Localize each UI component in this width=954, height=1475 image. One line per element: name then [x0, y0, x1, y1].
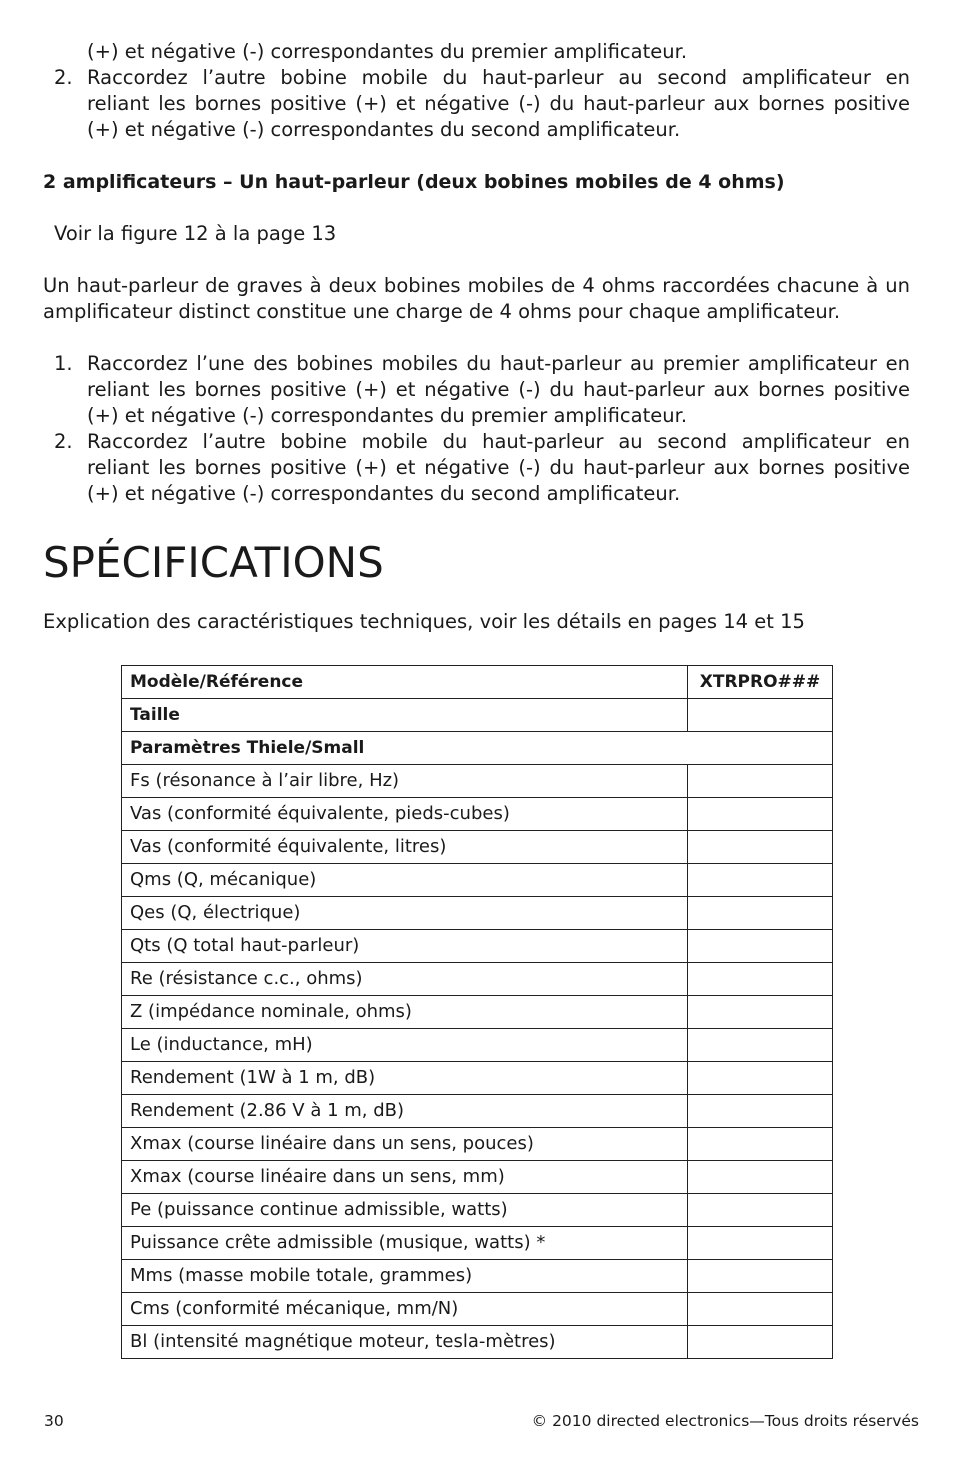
table-row — [122, 1095, 833, 1128]
parameter-label: Cms (conformité mécanique, mm/N) — [122, 1293, 688, 1326]
parameter-label: Rendement (1W à 1 m, dB) — [122, 1062, 688, 1095]
list-line: (+) et négative (-) correspondantes du second amplificateur. — [87, 482, 681, 505]
table-row — [122, 1128, 833, 1161]
parameter-value — [688, 897, 833, 930]
table-row — [122, 831, 833, 864]
parameter-value — [688, 930, 833, 963]
parameter-value — [688, 1293, 833, 1326]
model-label: Modèle/Référence — [122, 666, 688, 699]
parameter-label: Rendement (2.86 V à 1 m, dB) — [122, 1095, 688, 1128]
list-line: reliant les bornes positive (+) et négative (-) du haut-parleur aux bornes positive — [87, 456, 910, 479]
specs-subtitle: Explication des caractéristiques techniques, voir les détails en pages 14 et 15 — [43, 610, 805, 633]
table-row — [122, 765, 833, 798]
parameter-value — [688, 798, 833, 831]
table-row — [122, 996, 833, 1029]
table-row — [122, 1029, 833, 1062]
parameter-value — [688, 1326, 833, 1359]
parameter-value — [688, 1260, 833, 1293]
parameter-label: Fs (résonance à l’air libre, Hz) — [122, 765, 688, 798]
size-label: Taille — [122, 699, 688, 732]
parameter-label: Pe (puissance continue admissible, watts) — [122, 1194, 688, 1227]
list-line: Raccordez l’autre bobine mobile du haut-parleur au second amplificateur en — [87, 66, 910, 89]
table-row — [122, 930, 833, 963]
table-row — [122, 1062, 833, 1095]
table-row — [122, 1194, 833, 1227]
list-line: Raccordez l’autre bobine mobile du haut-parleur au second amplificateur en — [87, 430, 910, 453]
table-row — [122, 963, 833, 996]
parameter-value — [688, 1227, 833, 1260]
table-row — [122, 1260, 833, 1293]
list-number: 2. — [54, 430, 73, 453]
table-group-row — [122, 732, 833, 765]
continuation-line: (+) et négative (-) correspondantes du premier amplificateur. — [87, 40, 688, 63]
parameter-value — [688, 831, 833, 864]
table-row — [122, 1293, 833, 1326]
parameter-value — [688, 765, 833, 798]
parameter-value — [688, 996, 833, 1029]
table-row — [122, 864, 833, 897]
specifications-table — [121, 665, 833, 1359]
parameter-value — [688, 1029, 833, 1062]
size-value — [688, 699, 833, 732]
table-row — [122, 1326, 833, 1359]
parameter-value — [688, 1194, 833, 1227]
paragraph-line: amplificateur distinct constitue une charge de 4 ohms pour chaque amplificateur. — [43, 300, 841, 323]
parameter-label: Mms (masse mobile totale, grammes) — [122, 1260, 688, 1293]
table-header-row — [122, 666, 833, 699]
page-title: SPÉCIFICATIONS — [43, 538, 384, 587]
parameter-value — [688, 864, 833, 897]
parameter-label: Xmax (course linéaire dans un sens, mm) — [122, 1161, 688, 1194]
parameter-value — [688, 1128, 833, 1161]
group-label: Paramètres Thiele/Small — [122, 732, 833, 765]
parameter-label: Qts (Q total haut-parleur) — [122, 930, 688, 963]
parameter-label: Re (résistance c.c., ohms) — [122, 963, 688, 996]
parameter-value — [688, 1161, 833, 1194]
parameter-value — [688, 1062, 833, 1095]
parameter-label: Vas (conformité équivalente, litres) — [122, 831, 688, 864]
table-row — [122, 897, 833, 930]
model-value: XTRPRO### — [688, 666, 833, 699]
paragraph-line: Un haut-parleur de graves à deux bobines mobiles de 4 ohms raccordées chacune à un — [43, 274, 910, 297]
parameter-label: Z (impédance nominale, ohms) — [122, 996, 688, 1029]
table-row — [122, 1161, 833, 1194]
list-line: reliant les bornes positive (+) et négative (-) du haut-parleur aux bornes positive — [87, 378, 910, 401]
page-number: 30 — [44, 1412, 64, 1430]
parameter-label: Qes (Q, électrique) — [122, 897, 688, 930]
parameter-label: Vas (conformité équivalente, pieds-cubes) — [122, 798, 688, 831]
parameter-label: Le (inductance, mH) — [122, 1029, 688, 1062]
parameter-label: Bl (intensité magnétique moteur, tesla-mètres) — [122, 1326, 688, 1359]
table-row — [122, 699, 833, 732]
list-number: 1. — [54, 352, 73, 375]
section-heading: 2 amplificateurs – Un haut-parleur (deux bobines mobiles de 4 ohms) — [43, 171, 785, 193]
list-line: (+) et négative (-) correspondantes du second amplificateur. — [87, 118, 681, 141]
parameter-label: Puissance crête admissible (musique, watts) * — [122, 1227, 688, 1260]
table-row — [122, 1227, 833, 1260]
copyright-notice: © 2010 directed electronics—Tous droits réservés — [531, 1412, 919, 1430]
parameter-label: Xmax (course linéaire dans un sens, pouces) — [122, 1128, 688, 1161]
parameter-value — [688, 963, 833, 996]
parameter-value — [688, 1095, 833, 1128]
parameter-label: Qms (Q, mécanique) — [122, 864, 688, 897]
table-row — [122, 798, 833, 831]
list-number: 2. — [54, 66, 73, 89]
list-line: Raccordez l’une des bobines mobiles du haut-parleur au premier amplificateur en — [87, 352, 910, 375]
list-line: (+) et négative (-) correspondantes du premier amplificateur. — [87, 404, 688, 427]
list-line: reliant les bornes positive (+) et négative (-) du haut-parleur aux bornes positive — [87, 92, 910, 115]
figure-reference: Voir la figure 12 à la page 13 — [54, 222, 337, 245]
